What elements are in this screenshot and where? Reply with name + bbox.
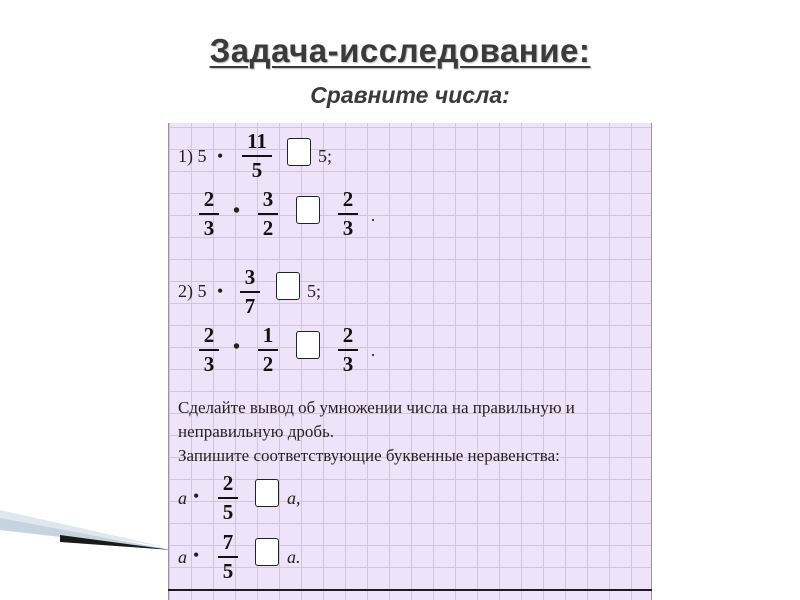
- answer-box-1[interactable]: [287, 138, 311, 166]
- slide-title: Задача-исследование:: [209, 32, 591, 69]
- task1b-fraction-2: [258, 189, 278, 239]
- task2b-fraction-3: [338, 325, 358, 375]
- fraction-denominator: 2: [262, 216, 274, 240]
- fraction-denominator: 3: [342, 216, 354, 240]
- ineq2-suffix: a.: [287, 547, 301, 567]
- answer-box-3[interactable]: [276, 272, 300, 300]
- conclusion-line-3: Запишите соответствующие буквенные неравенства:: [178, 446, 560, 465]
- ineq2-fraction: [218, 532, 238, 582]
- task1-dot: •: [217, 146, 224, 166]
- fraction-denominator: 2: [262, 352, 274, 376]
- fraction-numerator: 2: [203, 323, 215, 347]
- fraction-denominator: 3: [203, 216, 215, 240]
- task1b-dot: •: [233, 200, 241, 222]
- task2-fraction: [240, 267, 260, 317]
- answer-box-2[interactable]: [296, 196, 320, 224]
- fraction-numerator: 11: [247, 129, 267, 153]
- task2-prefix: 2) 5: [178, 281, 207, 301]
- ineq2-dot: •: [193, 545, 200, 565]
- task1-fraction: [242, 131, 272, 181]
- fraction-bar: [218, 497, 238, 499]
- ineq1-fraction: [218, 473, 238, 523]
- fraction-numerator: 1: [262, 323, 274, 347]
- fraction-numerator: 2: [222, 471, 234, 495]
- trailing-dot: [372, 219, 374, 221]
- fraction-bar: [240, 291, 260, 293]
- fraction-bar: [338, 213, 358, 215]
- fraction-bar: [199, 213, 219, 215]
- task2b-fraction-2: [258, 325, 278, 375]
- answer-box-4[interactable]: [296, 331, 320, 359]
- trailing-dot: [372, 354, 374, 356]
- fraction-denominator: 3: [342, 352, 354, 376]
- fraction-bar: [258, 213, 278, 215]
- fraction-numerator: 2: [342, 323, 354, 347]
- task2b-dot: •: [233, 336, 241, 358]
- task2b-fraction-1: [199, 325, 219, 375]
- ineq2-var: a: [178, 547, 187, 567]
- fraction-numerator: 7: [222, 530, 234, 554]
- fraction-denominator: 7: [244, 294, 256, 318]
- fraction-bar: [258, 349, 278, 351]
- fraction-bar: [199, 349, 219, 351]
- answer-box-5[interactable]: [255, 479, 279, 507]
- answer-box-6[interactable]: [255, 538, 279, 566]
- conclusion-line-1: Сделайте вывод об умножении числа на правильную и: [178, 398, 575, 417]
- worksheet-grid: [168, 123, 652, 600]
- fraction-numerator: 3: [262, 187, 274, 211]
- fraction-bar: [218, 556, 238, 558]
- fraction-denominator: 5: [222, 559, 234, 583]
- ineq1-var: a: [178, 488, 187, 508]
- task1-prefix: 1) 5: [178, 146, 207, 166]
- task1-suffix: 5;: [318, 146, 333, 166]
- fraction-denominator: 5: [251, 158, 263, 182]
- fraction-bar: [242, 155, 272, 157]
- ineq1-suffix: a,: [287, 488, 301, 508]
- fraction-denominator: 5: [222, 500, 234, 524]
- fraction-numerator: 3: [244, 265, 256, 289]
- ineq1-dot: •: [193, 486, 200, 506]
- fraction-bar: [338, 349, 358, 351]
- fraction-denominator: 3: [203, 352, 215, 376]
- task1b-fraction-1: [199, 189, 219, 239]
- slide-subtitle: Сравните числа:: [310, 82, 510, 108]
- conclusion-line-2: неправильную дробь.: [178, 422, 334, 441]
- task2-dot: •: [217, 281, 224, 301]
- fraction-numerator: 2: [342, 187, 354, 211]
- worksheet-bottom-edge: [168, 589, 652, 591]
- task1b-fraction-3: [338, 189, 358, 239]
- task2-suffix: 5;: [307, 281, 322, 301]
- fraction-numerator: 2: [203, 187, 215, 211]
- decorative-swoosh: [0, 490, 180, 570]
